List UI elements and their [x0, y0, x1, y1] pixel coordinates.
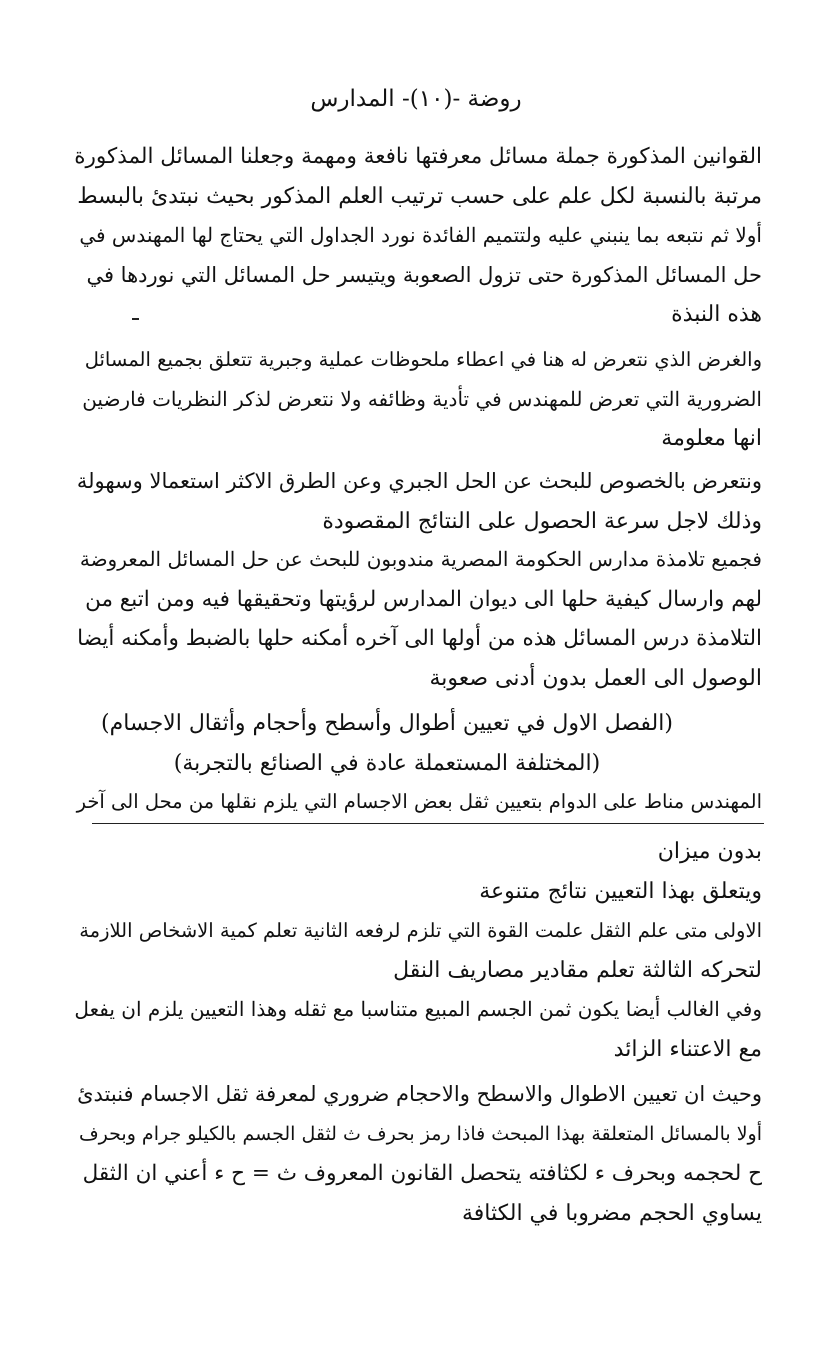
text-line: فجميع تلامذة مدارس الحكومة المصرية مندوبون للبحث عن حل المسائل المعروضة	[79, 547, 762, 571]
text-line: حل المسائل المذكورة حتى تزول الصعوبة ويتيسر حل المسائل التي نوردها في	[86, 262, 762, 287]
text-line: مرتبة بالنسبة لكل علم على حسب ترتيب العلم المذكور بحيث نبتدئ بالبسط	[77, 183, 762, 209]
text-line: وحيث ان تعيين الاطوال والاسطح والاحجام ضروري لمعرفة ثقل الاجسام فنبتدئ	[77, 1082, 762, 1106]
paragraph-methods	[72, 462, 762, 541]
paragraph-engineer	[72, 782, 762, 822]
paragraph-density	[72, 1075, 762, 1233]
text-line: الضرورية التي تعرض للمهندس في تأدية وظائفه ولا نتعرض لذكر النظريات فارضين	[82, 386, 762, 411]
paragraph-students	[72, 540, 762, 698]
chapter-title: (الفصل الاول في تعيين أطوال وأسطح وأحجام وأثقال الاجسام)	[101, 711, 673, 736]
text-line: والغرض الذي نتعرض له هنا في اعطاء ملحوظات عملية وجبرية تتعلق بجميع المسائل	[84, 348, 762, 371]
text-line: أولا ثم نتبعه بما ينبني عليه ولتتميم الفائدة نورد الجداول التي يحتاج لها المهندس في	[79, 223, 762, 247]
text-line: لتحركه الثالثة تعلم مقادير مصاريف النقل	[393, 957, 762, 983]
text-line: مع الاعتناء الزائد	[613, 1036, 762, 1062]
text-line: ونتعرض بالخصوص للبحث عن الحل الجبري وعن الطرق الاكثر استعمالا وسهولة	[76, 469, 762, 493]
text-line: ح لحجمه وبحرف ء لكثافته يتحصل القانون المعروف ث = ح ء أعني ان الثقل	[82, 1161, 762, 1186]
text-line: هذه النبذة	[671, 302, 762, 327]
text-line: التلامذة درس المسائل هذه من أولها الى آخره أمكنه حلها بالضبط وأمكنه أيضا	[77, 626, 762, 651]
paragraph-purpose	[72, 340, 762, 459]
text-line: الوصول الى العمل بدون أدنى صعوبة	[429, 665, 762, 691]
text-line: ويتعلق بهذا التعيين نتائج متنوعة	[479, 878, 762, 904]
paragraph-weighing	[72, 832, 762, 1069]
text-line: وذلك لاجل سرعة الحصول على النتائج المقصودة	[322, 508, 762, 534]
paragraph-introduction	[72, 137, 762, 335]
text-line: وفي الغالب أيضا يكون ثمن الجسم المبيع متناسبا مع ثقله وهذا التعيين يلزم ان يفعل	[74, 997, 762, 1021]
text-line: الاولى متى علم الثقل علمت القوة التي تلزم لرفعه الثانية تعلم كمية الاشخاص اللازمة	[79, 919, 762, 942]
horizontal-rule	[92, 823, 764, 824]
text-line: يساوي الحجم مضروبا في الكثافة	[461, 1200, 762, 1226]
text-line: بدون ميزان	[657, 839, 762, 864]
text-line: القوانين المذكورة جملة مسائل معرفتها نافعة ومهمة وجعلنا المسائل المذكورة	[74, 144, 762, 169]
chapter-heading	[72, 704, 762, 783]
text-line: لهم وارسال كيفية حلها الى ديوان المدارس لرؤيتها وتحقيقها فيه ومن اتبع من	[85, 586, 762, 612]
ink-mark	[132, 318, 139, 320]
page-header: روضة -(١٠)- المدارس	[310, 86, 522, 112]
text-line: المهندس مناط على الدوام بتعيين ثقل بعض الاجسام التي يلزم نقلها من محل الى آخر	[76, 790, 762, 813]
chapter-subtitle: (المختلفة المستعملة عادة في الصنائع بالتجربة)	[173, 750, 601, 776]
text-line: انها معلومة	[661, 426, 762, 451]
text-line: أولا بالمسائل المتعلقة بهذا المبحث فاذا رمز بحرف ث لثقل الجسم بالكيلو جرام وبحرف	[78, 1122, 762, 1145]
